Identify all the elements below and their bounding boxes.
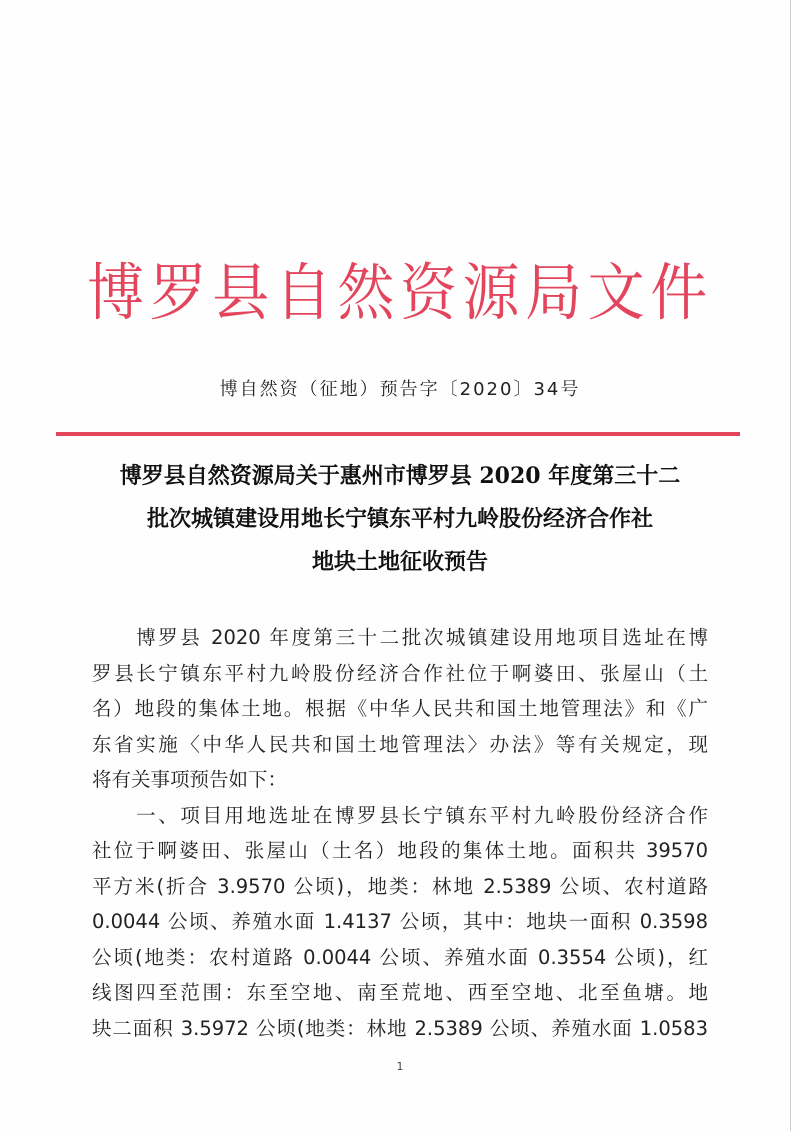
body-line: 名）地段的集体土地。根据《中华人民共和国土地管理法》和《广 [92, 697, 708, 720]
page-number: 1 [396, 1060, 404, 1073]
body-line: 社位于啊婆田、张屋山（土名）地段的集体土地。面积共 39570 [92, 839, 708, 862]
body-line: 公顷(地类：农村道路 0.0044 公顷、养殖水面 0.3554 公顷)，红 [92, 945, 708, 969]
body-line: 罗县长宁镇东平村九岭股份经济合作社位于啊婆田、张屋山（土 [92, 661, 708, 685]
body-line: 0.0044 公顷、养殖水面 1.4137 公顷，其中：地块一面积 0.3598 [92, 910, 708, 933]
body-line: 博罗县 2020 年度第三十二批次城镇建设用地项目选址在博 [92, 626, 708, 649]
red-divider-rule [56, 432, 740, 436]
body-line: 一、项目用地选址在博罗县长宁镇东平村九岭股份经济合作 [92, 803, 708, 827]
title-line: 地块土地征收预告 [311, 549, 488, 575]
body-line: 将有关事项预告如下： [92, 768, 288, 791]
title-line: 批次城镇建设用地长宁镇东平村九岭股份经济合作社 [146, 506, 653, 532]
body-line: 线图四至范围：东至空地、南至荒地、西至空地、北至鱼塘。地 [92, 981, 708, 1004]
body-line: 东省实施〈中华人民共和国土地管理法〉办法》等有关规定，现 [92, 732, 708, 756]
document-masthead: 博罗县自然资源局文件 [87, 256, 713, 329]
scan-edge-line [790, 0, 791, 1131]
title-line: 博罗县自然资源局关于惠州市博罗县 2020 年度第三十二 [119, 463, 681, 489]
document-body [92, 620, 742, 1046]
body-line: 平方米(折合 3.9570 公顷)，地类：林地 2.5389 公顷、农村道路 [92, 874, 708, 898]
document-title [90, 455, 710, 584]
body-line: 块二面积 3.5972 公顷(地类：林地 2.5389 公顷、养殖水面 1.0583 [92, 1016, 708, 1040]
document-number: 博自然资（征地）预告字〔2020〕34号 [219, 379, 581, 400]
